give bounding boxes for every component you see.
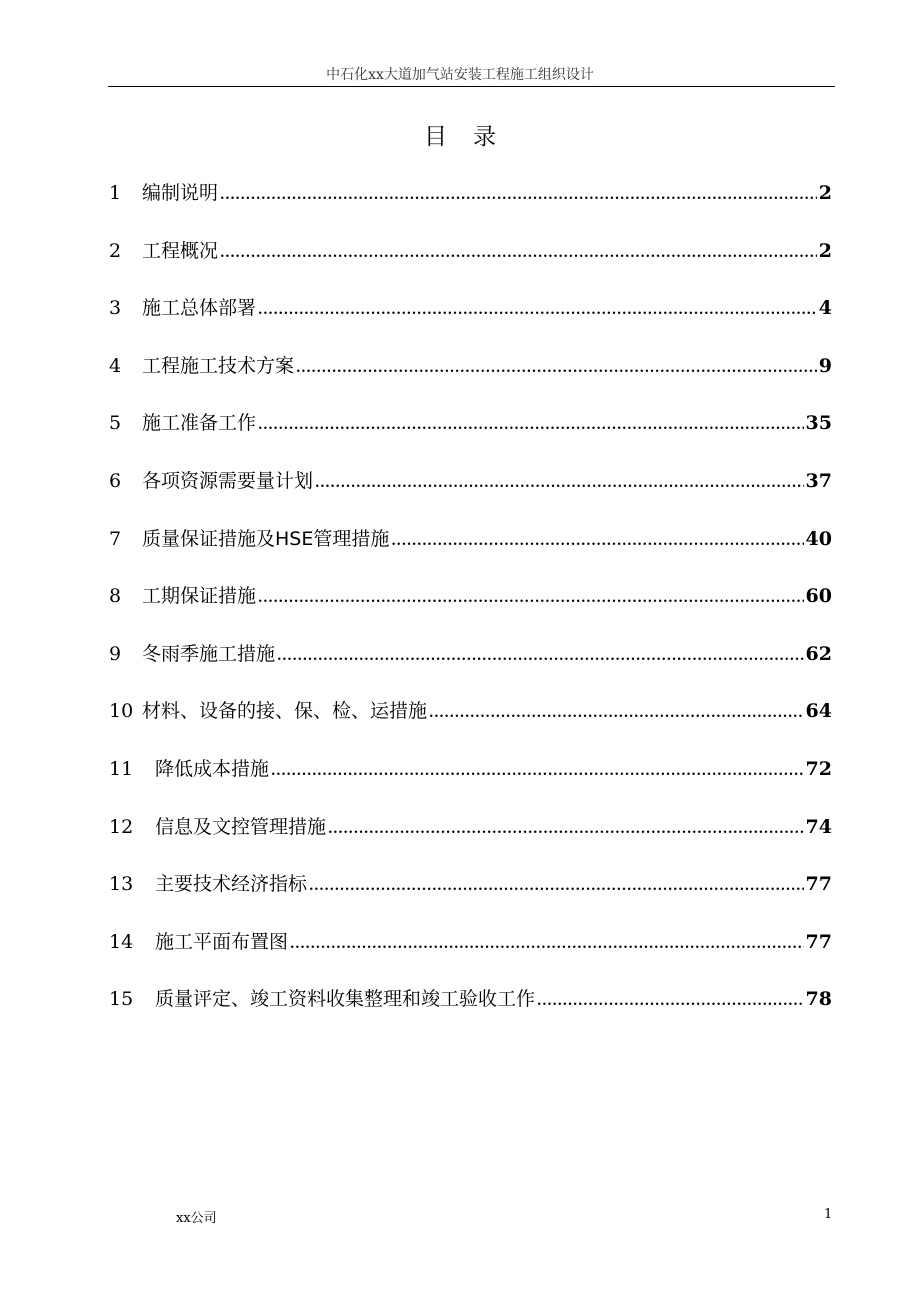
toc-entry-number: 7 bbox=[109, 527, 122, 550]
toc-entry-title: 施工平面布置图 bbox=[155, 930, 289, 953]
toc-entry[interactable] bbox=[109, 464, 832, 522]
toc-entry[interactable] bbox=[109, 810, 832, 868]
toc-entry-number: 14 bbox=[109, 930, 134, 953]
toc-dot-leader bbox=[328, 813, 804, 847]
toc-dot-leader bbox=[315, 467, 804, 501]
toc-entry-page: 9 bbox=[818, 354, 832, 377]
toc-dot-leader bbox=[290, 928, 804, 962]
toc-entry-title: 材料、设备的接、保、检、运措施 bbox=[142, 700, 428, 723]
toc-entry[interactable] bbox=[109, 925, 832, 983]
toc-entry-page: 62 bbox=[805, 642, 832, 665]
table-of-contents bbox=[109, 176, 832, 1040]
toc-entry-title: 工程概况 bbox=[142, 239, 219, 262]
toc-entry-number: 5 bbox=[109, 412, 122, 435]
toc-entry[interactable] bbox=[109, 406, 832, 464]
toc-entry-title: 编制说明 bbox=[142, 182, 219, 204]
toc-entry-title: 工程施工技术方案 bbox=[142, 354, 295, 377]
toc-entry-number: 11 bbox=[109, 757, 134, 780]
toc-entry-title: 降低成本措施 bbox=[155, 757, 270, 780]
toc-entry-page: 74 bbox=[805, 815, 832, 838]
toc-entry-page: 2 bbox=[818, 182, 832, 204]
toc-entry[interactable] bbox=[109, 176, 832, 234]
toc-entry-page: 72 bbox=[805, 757, 832, 780]
footer-company: xx公司 bbox=[176, 1211, 217, 1226]
toc-entry-number: 1 bbox=[109, 182, 122, 204]
toc-entry-number: 10 bbox=[109, 700, 134, 723]
toc-dot-leader bbox=[220, 237, 817, 271]
toc-entry-number: 4 bbox=[109, 354, 122, 377]
toc-entry-number: 15 bbox=[109, 988, 134, 1011]
toc-entry-title: 工期保证措施 bbox=[142, 585, 257, 608]
toc-entry-number: 13 bbox=[109, 873, 134, 896]
toc-entry-page: 60 bbox=[805, 585, 832, 608]
header-divider bbox=[108, 86, 835, 87]
toc-entry-title: 质量保证措施及HSE管理措施 bbox=[142, 527, 390, 550]
toc-entry-title: 质量评定、竣工资料收集整理和竣工验收工作 bbox=[155, 988, 536, 1011]
toc-entry[interactable] bbox=[109, 579, 832, 637]
toc-entry-title: 施工准备工作 bbox=[142, 412, 257, 435]
toc-entry-number: 9 bbox=[109, 642, 122, 665]
toc-entry[interactable] bbox=[109, 291, 832, 349]
toc-entry-title: 信息及文控管理措施 bbox=[155, 815, 327, 838]
toc-entry-page: 77 bbox=[805, 930, 832, 953]
toc-dot-leader bbox=[429, 697, 804, 731]
toc-dot-leader bbox=[258, 582, 804, 616]
toc-dot-leader bbox=[258, 409, 804, 443]
toc-entry-page: 4 bbox=[818, 297, 832, 320]
toc-entry-title: 施工总体部署 bbox=[142, 297, 257, 320]
toc-entry-number: 8 bbox=[109, 585, 122, 608]
toc-entry[interactable] bbox=[109, 522, 832, 580]
toc-dot-leader bbox=[258, 294, 817, 328]
toc-entry[interactable] bbox=[109, 867, 832, 925]
toc-entry-page: 77 bbox=[805, 873, 832, 896]
toc-entry-page: 40 bbox=[805, 527, 832, 550]
toc-dot-leader bbox=[220, 179, 817, 213]
toc-entry-page: 78 bbox=[805, 988, 832, 1011]
toc-entry-number: 2 bbox=[109, 239, 122, 262]
toc-entry-page: 37 bbox=[805, 469, 832, 492]
toc-entry[interactable] bbox=[109, 234, 832, 292]
toc-entry-page: 2 bbox=[818, 239, 832, 262]
toc-entry[interactable] bbox=[109, 982, 832, 1040]
toc-entry-title: 主要技术经济指标 bbox=[155, 873, 308, 896]
toc-entry[interactable] bbox=[109, 752, 832, 810]
toc-entry-number: 12 bbox=[109, 815, 134, 838]
footer-page-number: 1 bbox=[824, 1207, 833, 1222]
toc-entry[interactable] bbox=[109, 637, 832, 695]
toc-dot-leader bbox=[296, 352, 817, 386]
toc-entry[interactable] bbox=[109, 694, 832, 752]
toc-dot-leader bbox=[277, 640, 804, 674]
toc-dot-leader bbox=[391, 525, 803, 559]
toc-heading: 目录 bbox=[424, 124, 522, 150]
toc-dot-leader bbox=[309, 870, 804, 904]
toc-entry[interactable] bbox=[109, 349, 832, 407]
toc-entry-title: 冬雨季施工措施 bbox=[142, 642, 276, 665]
toc-entry-number: 3 bbox=[109, 297, 122, 320]
toc-entry-page: 35 bbox=[805, 412, 832, 435]
toc-entry-title: 各项资源需要量计划 bbox=[142, 469, 314, 492]
toc-entry-number: 6 bbox=[109, 469, 122, 492]
toc-dot-leader bbox=[271, 755, 804, 789]
toc-entry-page: 64 bbox=[805, 700, 832, 723]
toc-dot-leader bbox=[537, 985, 804, 1019]
running-header: 中石化xx大道加气站安装工程施工组织设计 bbox=[326, 67, 594, 83]
